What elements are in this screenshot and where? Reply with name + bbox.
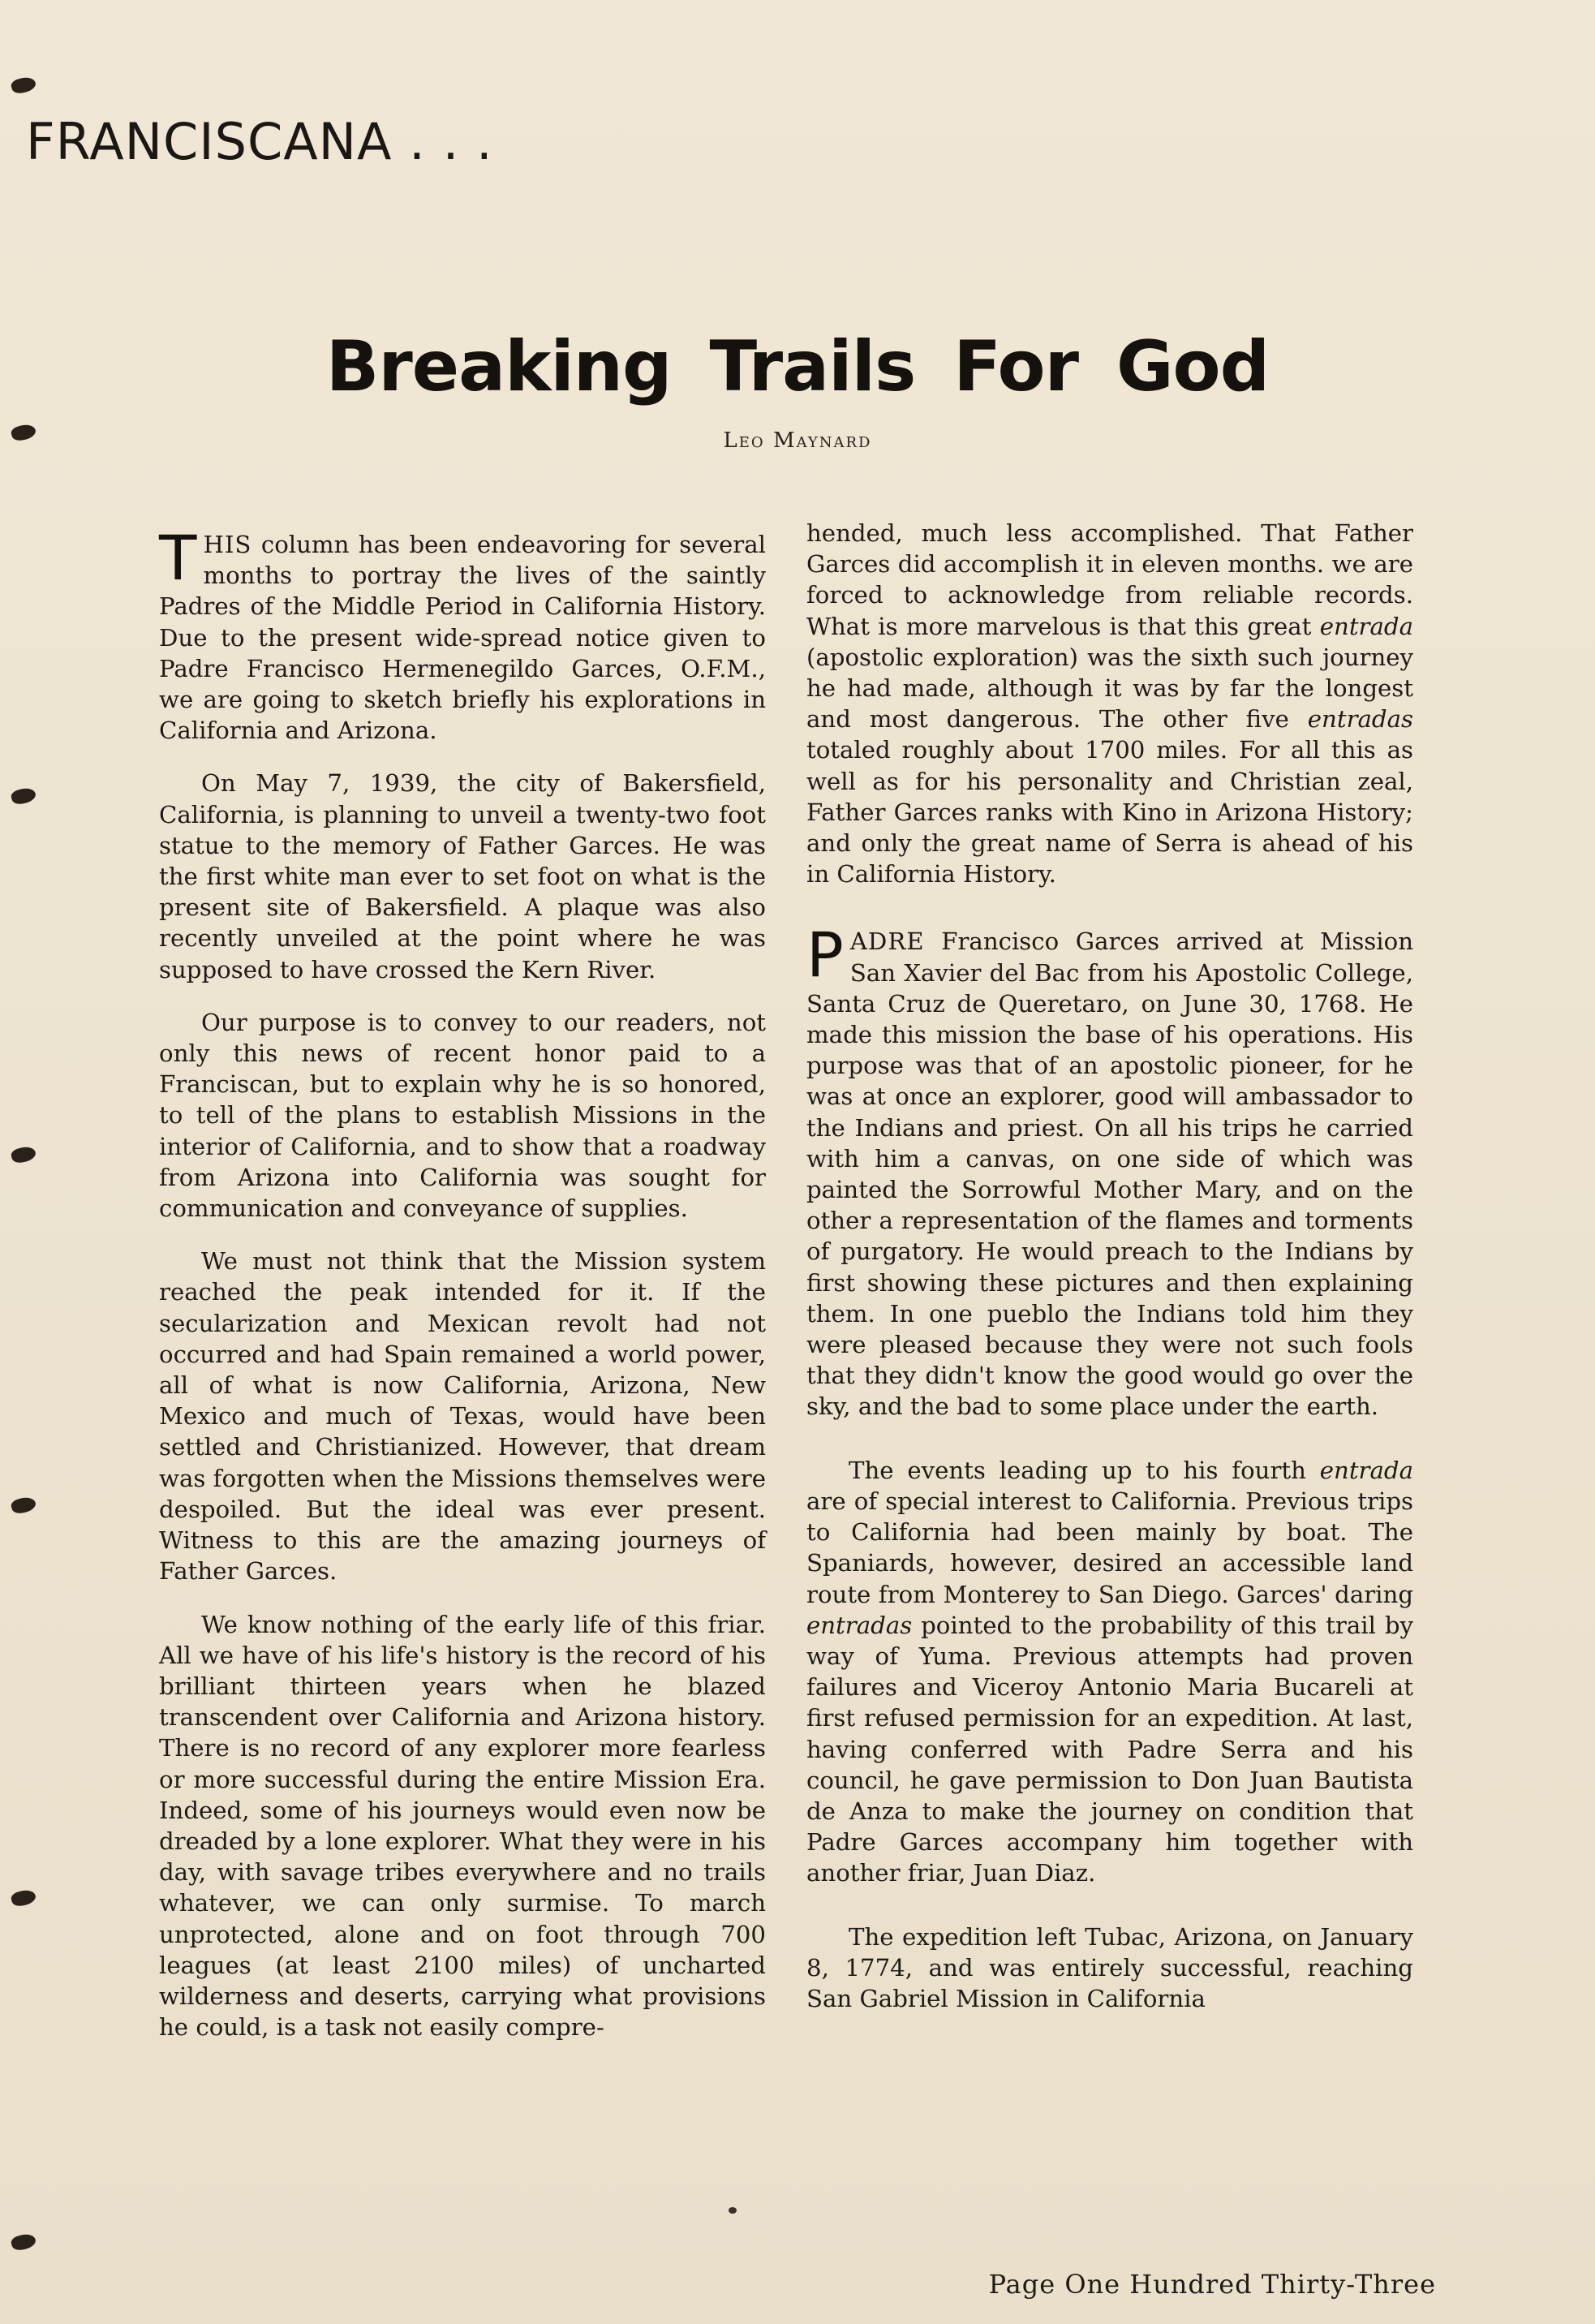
- paragraph: [806, 518, 1413, 889]
- drop-cap: P: [806, 919, 844, 992]
- paragraph: [159, 522, 766, 746]
- lead-in-caps: HIS: [203, 531, 252, 558]
- italic-term: entradas: [1307, 705, 1413, 734]
- paragraph: [806, 919, 1413, 1422]
- paragraph-text: hended, much less accomplished. That Father Garces did accomplish it in eleven months. we are forced to acknowledge from reliable records. What is more marvelous is that this great: [806, 519, 1413, 640]
- article-title: Breaking Trails For God: [325, 326, 1270, 407]
- paragraph-text: (apostolic exploration) was the sixth such journey he had made, although it was by far the longest and most dangerous. The other five: [806, 643, 1413, 734]
- paragraph-text: are of special interest to California. Previous trips to California had been mainly by boat. The Spaniards, however, desired an accessible land route from Monterey to San Diego. Garces' daring: [806, 1487, 1413, 1608]
- paragraph-text: Francisco Garces arrived at Mission San Xavier del Bac from his Apostolic College, Santa Cruz de Queretaro, on June 30, 1768. He made this mission the base of his operations. His purpose was that of an apostolic pioneer, for he was at once an explorer, good will ambassador to the Indians and priest. On all his trips he carried with him a canvas, on one side of which was painted the Sorrowful Mother Mary, and on the other a representation of the flames and torments of purgatory. He would preach to the Indians by first showing these pictures and then explaining them. In one pueblo the Indians told him they were pleased because they were not such fools that they didn't know the good would go over the sky, and the bad to some place under the earth.: [806, 927, 1413, 1421]
- paragraph: The expedition left Tubac, Arizona, on January 8, 1774, and was entirely successful, reaching San Gabriel Mission in California: [806, 1922, 1413, 2012]
- binding-hole: [10, 785, 37, 806]
- section-header: FRANCISCANA . . .: [26, 112, 493, 171]
- page-number: Page One Hundred Thirty-Three: [988, 2269, 1436, 2300]
- paragraph-text: pointed to the probability of this trail by way of Yuma. Previous attempts had proven failures and Viceroy Antonio Maria Bucareli at first refused permission for an expedition. At last, having conferred with Padre Serra and his council, he gave permission to Don Juan Bautista de Anza to make the journey on condition that Padre Garces accompany him together with another friar, Juan Diaz.: [806, 1611, 1413, 1887]
- lead-in-caps: ADRE: [849, 927, 925, 956]
- left-column: [159, 522, 766, 2064]
- paragraph: Our purpose is to convey to our readers, not only this news of recent honor paid to a Franciscan, but to explain why he is so honored, to tell of the plans to establish Missions in the interior of California, and to show that a roadway from Arizona into California was sought for communication and conveyance of supplies.: [159, 1008, 766, 1223]
- binding-hole: [10, 2231, 37, 2252]
- italic-term: entradas: [806, 1611, 913, 1639]
- article-byline: Leo Maynard: [723, 428, 872, 453]
- italic-term: entrada: [1319, 1456, 1413, 1484]
- paragraph: We must not think that the Mission system reached the peak intended for it. If the secularization and Mexican revolt had not occurred and had Spain remained a world power, all of what is now California, Arizona, New Mexico and much of Texas, would have been settled and Christianized. However, that dream was forgotten when the Missions themselves were despoiled. But the ideal was ever present. Witness to this are the amazing journeys of Father Garces.: [159, 1247, 766, 1586]
- paragraph-text: The events leading up to his fourth: [849, 1456, 1320, 1484]
- paragraph: We know nothing of the early life of this friar. All we have of his life's history is the record of his brilliant thirteen years when he blazed transcendent over California and Arizona history. There is no record of any explorer more fearless or more successful during the entire Mission Era. Indeed, some of his journeys would even now be dreaded by a lone explorer. What they were in his day, with savage tribes everywhere and no trails whatever, we can only surmise. To march unprotected, alone and on foot through 700 leagues (at least 2100 miles) of uncharted wilderness and deserts, carrying what provisions he could, is a task not easily compre-: [159, 1610, 766, 2042]
- paragraph: [806, 1455, 1413, 1889]
- binding-hole: [10, 1887, 37, 1908]
- binding-hole: [10, 75, 37, 95]
- binding-hole: [10, 1495, 37, 1515]
- binding-hole: [10, 1144, 37, 1164]
- paragraph: On May 7, 1939, the city of Bakersfield, California, is planning to unveil a twenty-two foot statue to the memory of Father Garces. He was the first white man ever to set foot on what is the present site of Bakersfield. A plaque was also recently unveiled at the point where he was supposed to have crossed the Kern River.: [159, 769, 766, 983]
- right-column: [806, 518, 1413, 2036]
- paragraph-text: column has been endeavoring for several months to portray the lives of the saintly Padres of the Middle Period in California History. Due to the present wide-spread notice given to Padre Francisco Hermenegildo Garces, O.F.M., we are going to sketch briefly his explorations in California and Arizona.: [159, 531, 766, 745]
- drop-cap: T: [159, 522, 197, 594]
- paragraph-text: totaled roughly about 1700 miles. For all this as well as for his personality and Christian zeal, Father Garces ranks with Kino in Arizona History; and only the great name of Serra is ahead of his in California History.: [806, 736, 1413, 889]
- print-mark: [729, 2207, 737, 2214]
- italic-term: entrada: [1319, 612, 1413, 640]
